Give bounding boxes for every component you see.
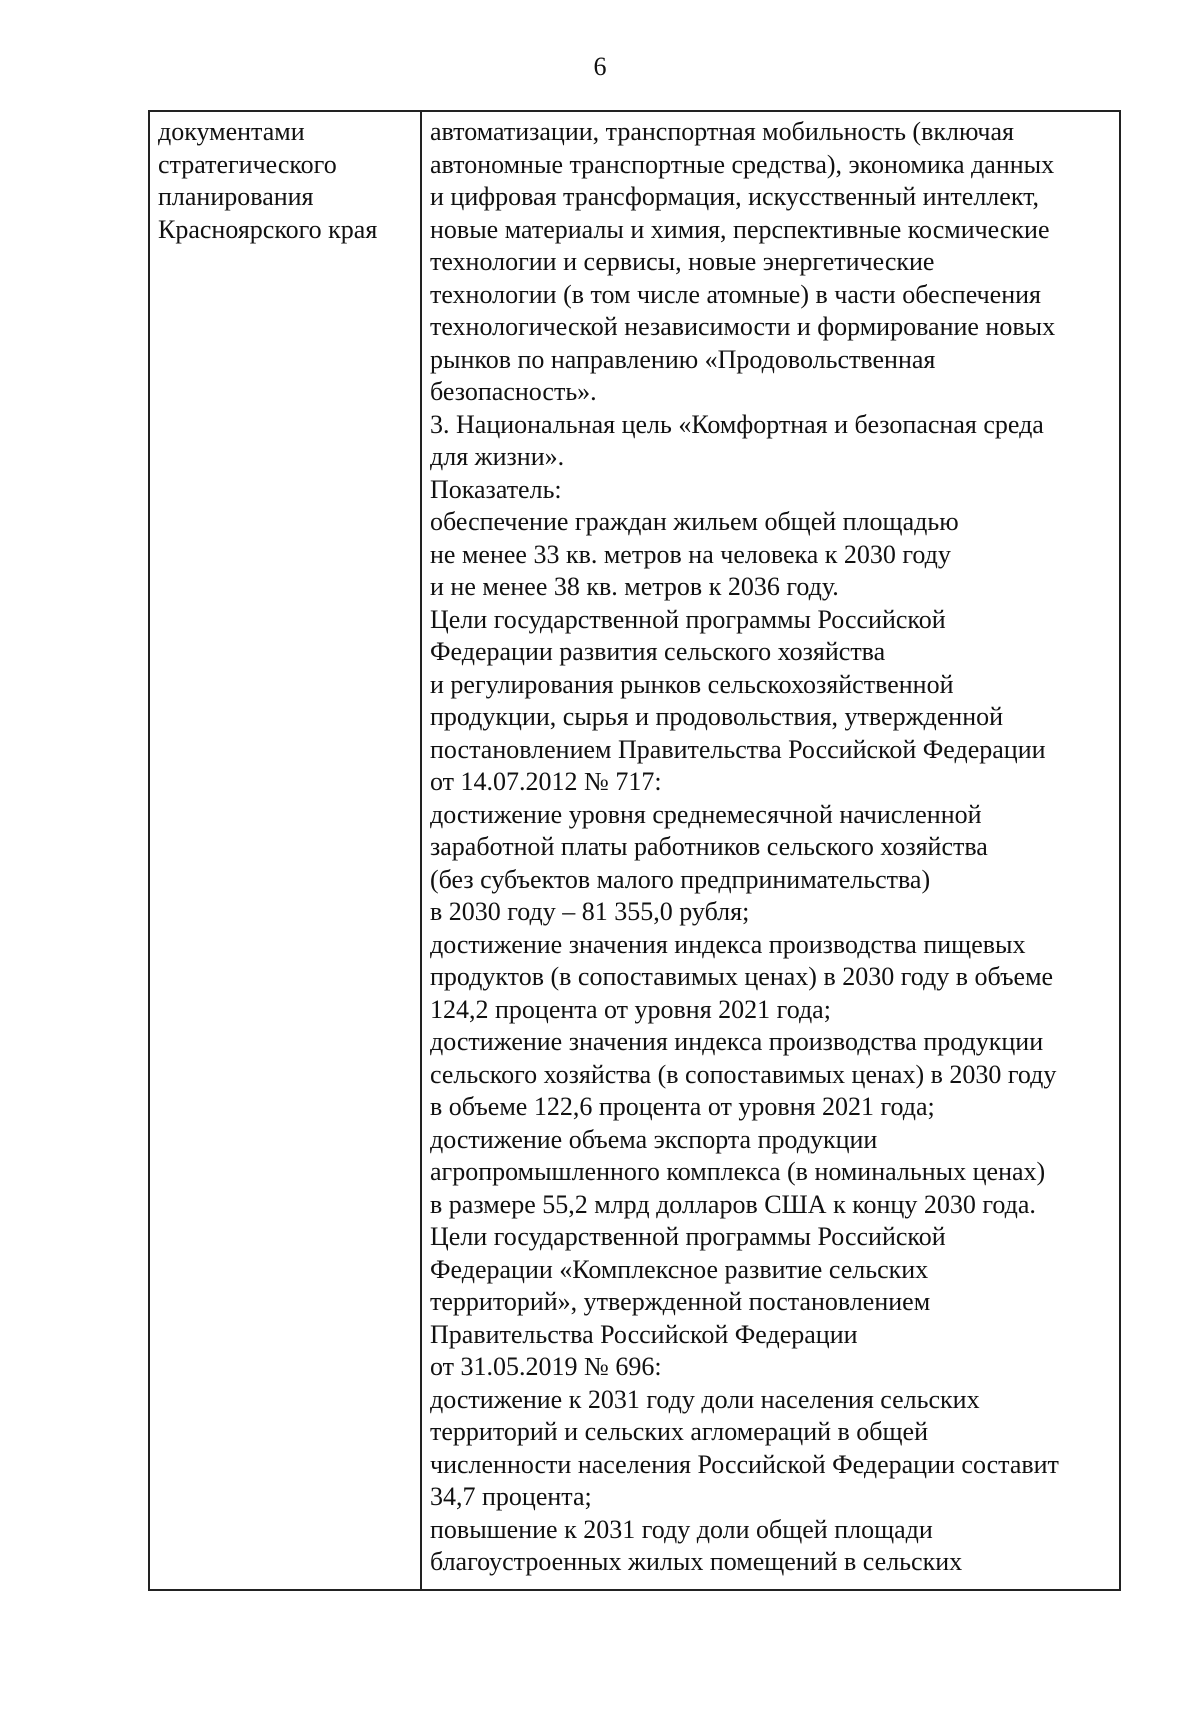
right-column-cell — [430, 116, 1118, 1579]
text-line: продукции, сырья и продовольствия, утвержденной — [430, 702, 1004, 731]
text-line: достижение значения индекса производства пищевых — [430, 929, 1026, 959]
text-line: Правительства Российской Федерации — [430, 1319, 858, 1349]
document-table — [148, 110, 1121, 1591]
text-line: для жизни». — [430, 442, 565, 471]
text-line: достижение к 2031 году доли населения сельских — [430, 1384, 980, 1414]
text-line: 3. Национальная цель «Комфортная и безопасная среда — [430, 409, 1044, 439]
text-line: достижение значения индекса производства продукции — [430, 1027, 1044, 1056]
text-line: территорий и сельских агломераций в общей — [430, 1417, 929, 1446]
text-line: в 2030 году – 81 355,0 рубля; — [430, 897, 750, 926]
text-line: безопасность». — [430, 377, 597, 406]
page-number: 6 — [593, 52, 607, 81]
text-line: рынков по направлению «Продовольственная — [430, 344, 936, 374]
text-line: в объеме 122,6 процента от уровня 2021 года; — [430, 1092, 935, 1121]
text-line: автоматизации, транспортная мобильность (включая — [430, 117, 1014, 146]
text-line: обеспечение граждан жильем общей площадью — [430, 507, 959, 536]
left-column-cell — [158, 116, 414, 246]
text-line: стратегического — [158, 149, 337, 179]
text-line: Цели государственной программы Российской — [430, 604, 946, 634]
text-line: агропромышленного комплекса (в номинальных ценах) — [430, 1157, 1046, 1186]
text-line: (без субъектов малого предпринимательства) — [430, 864, 931, 894]
text-line: в размере 55,2 млрд долларов США к концу 2030 года. — [430, 1189, 1036, 1219]
text-line: 124,2 процента от уровня 2021 года; — [430, 994, 831, 1024]
text-line: численности населения Российской Федерации составит — [430, 1449, 1059, 1479]
text-line: и регулирования рынков сельскохозяйственной — [430, 669, 954, 699]
text-line: Цели государственной программы Российской — [430, 1222, 946, 1251]
text-line: сельского хозяйства (в сопоставимых ценах) в 2030 году — [430, 1059, 1057, 1089]
text-line: и цифровая трансформация, искусственный интеллект, — [430, 182, 1040, 211]
text-line: повышение к 2031 году доли общей площади — [430, 1514, 933, 1544]
text-line: заработной платы работников сельского хозяйства — [430, 832, 988, 861]
text-line: достижение объема экспорта продукции — [430, 1124, 878, 1154]
text-line: документами — [158, 117, 305, 146]
text-line: благоустроенных жилых помещений в сельских — [430, 1547, 963, 1576]
text-line: достижение уровня среднемесячной начисленной — [430, 799, 982, 829]
text-line: 34,7 процента; — [430, 1482, 592, 1511]
text-line: новые материалы и химия, перспективные космические — [430, 214, 1050, 244]
text-line: Показатель: — [430, 474, 562, 504]
text-line: территорий», утвержденной постановлением — [430, 1287, 931, 1316]
text-line: планирования — [158, 182, 314, 211]
text-line: Красноярского края — [158, 214, 378, 244]
text-line: от 14.07.2012 № 717: — [430, 767, 662, 796]
text-line: технологии и сервисы, новые энергетические — [430, 247, 935, 276]
text-line: от 31.05.2019 № 696: — [430, 1352, 662, 1381]
text-line: Федерации развития сельского хозяйства — [430, 637, 886, 666]
text-line: не менее 33 кв. метров на человека к 2030 году — [430, 539, 951, 569]
column-divider — [420, 112, 422, 1589]
text-line: постановлением Правительства Российской Федерации — [430, 734, 1046, 764]
text-line: Федерации «Комплексное развитие сельских — [430, 1254, 929, 1284]
text-line: технологической независимости и формирование новых — [430, 312, 1056, 341]
text-line: и не менее 38 кв. метров к 2036 году. — [430, 572, 839, 601]
text-line: автономные транспортные средства), экономика данных — [430, 149, 1055, 179]
text-line: технологии (в том числе атомные) в части обеспечения — [430, 279, 1042, 309]
text-line: продуктов (в сопоставимых ценах) в 2030 году в объеме — [430, 962, 1054, 991]
